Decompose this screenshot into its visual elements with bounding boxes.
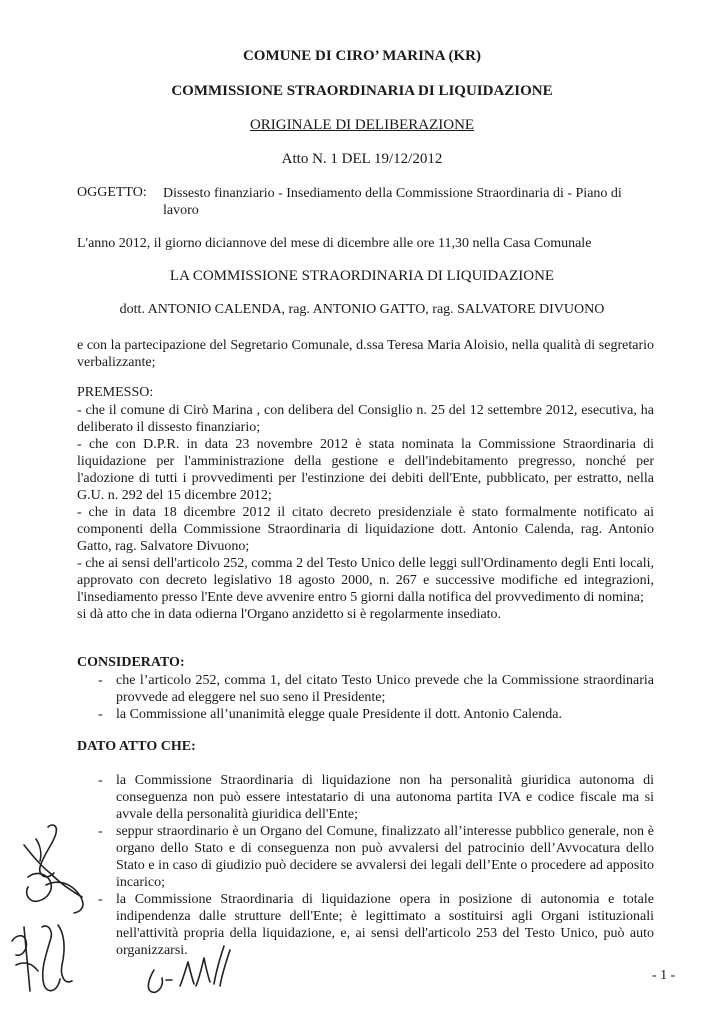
bottom-signature	[140, 940, 240, 1000]
list-item: - la Commissione Straordinaria di liquidazione non ha personalità giuridica autonoma di conseguenza non può essere intestatario di una autonoma partita IVA e codice fiscale ma si avvale della personalità giuridica dell'Ente;	[94, 772, 654, 823]
list-item: - che l’articolo 252, comma 1, del citato Testo Unico prevede che la Commissione straordinaria provvede ad eleggere nel suo seno il Presidente;	[94, 672, 654, 706]
commission-title: COMMISSIONE STRAORDINARIA DI LIQUIDAZIONE	[171, 83, 553, 99]
dato-atto-list	[77, 772, 654, 959]
premesso-list	[77, 402, 654, 623]
document-type: ORIGINALE DI DELIBERAZIONE	[249, 117, 475, 133]
list-item: - che con D.P.R. in data 23 novembre 2012 è stata nominata la Commissione Straordinaria di liquidazione per l'amministrazione della gestione e dell'indebitamento pregresso, nonché per l'adozione di tutti i provvedimenti per l'estinzione dei debiti dell'Ente, pubblicato, per estratto, nella G.U. n. 292 del 15 dicembre 2012;	[77, 437, 654, 503]
list-item: - seppur straordinario è un Organo del Comune, finalizzato all’interesse pubblico generale, non è organo dello Stato e di conseguenza non può avvalersi del patrocinio dell’Avvocatura dello Stato e in caso di giudizio può decidere se avvalersi dei legali dell’Ente o procedere ad apposito incarico;	[94, 823, 654, 891]
considerato-list	[77, 672, 654, 723]
secretary-participation: e con la partecipazione del Segretario Comunale, d.ssa Teresa Maria Aloisio, nella qualità di segretario verbalizzante;	[77, 338, 654, 370]
list-item: - che ai sensi dell'articolo 252, comma 2 del Testo Unico delle leggi sull'Ordinamento degli Enti locali, approvato con decreto legislativo 18 agosto 2000, n. 267 e successive modifiche ed integrazioni, l'insediamento presso l'Ente deve avvenire entro 5 giorni dalla notifica del provvedimento di nomina;	[77, 556, 654, 605]
margin-signatures	[6, 815, 111, 1015]
act-number: Atto N. 1 DEL 19/12/2012	[281, 151, 443, 167]
subject-label: OGGETTO:	[77, 185, 147, 200]
list-item: - la Commissione all’unanimità elegge quale Presidente il dott. Antonio Calenda.	[94, 706, 654, 723]
commission-members: dott. ANTONIO CALENDA, rag. ANTONIO GATTO, rag. SALVATORE DIVUONO	[119, 302, 605, 317]
premesso-title: PREMESSO:	[77, 385, 154, 400]
list-item: - la Commissione Straordinaria di liquidazione opera in posizione di autonomia e totale indipendenza dalle strutture dell'Ente; è legittimato a sostituirsi agli Organi istituzionali nell'attività propria della liquidazione, e, ai sensi dell'articolo 253 del Testo Unico, può auto organizzarsi.	[94, 891, 654, 959]
list-item: - che il comune di Cirò Marina , con delibera del Consiglio n. 25 del 12 settembre 2012, esecutiva, ha deliberato il dissesto finanziario;	[77, 403, 654, 435]
list-item: - che in data 18 dicembre 2012 il citato decreto presidenziale è stato formalmente notificato ai componenti della Commissione Straordinaria di liquidazione dott. Antonio Calenda, rag. Antonio Gatto, rag. Salvatore Divuono;	[77, 505, 654, 554]
session-intro: L'anno 2012, il giorno diciannove del mese di dicembre alle ore 11,30 nella Casa Comunale	[77, 236, 592, 251]
considerato-title: CONSIDERATO:	[77, 655, 185, 670]
page-number: - 1 -	[652, 968, 676, 983]
dato-atto-title: DATO ATTO CHE:	[77, 739, 196, 754]
municipality-title: COMUNE DI CIRO’ MARINA (KR)	[242, 48, 482, 64]
commission-heading: LA COMMISSIONE STRAORDINARIA DI LIQUIDAZIONE	[169, 268, 555, 284]
subject-text: Dissesto finanziario - Insediamento della Commissione Straordinaria di - Piano di lavoro	[163, 186, 622, 218]
list-item: si dà atto che in data odierna l'Organo anzidetto si è regolarmente insediato.	[77, 607, 502, 622]
